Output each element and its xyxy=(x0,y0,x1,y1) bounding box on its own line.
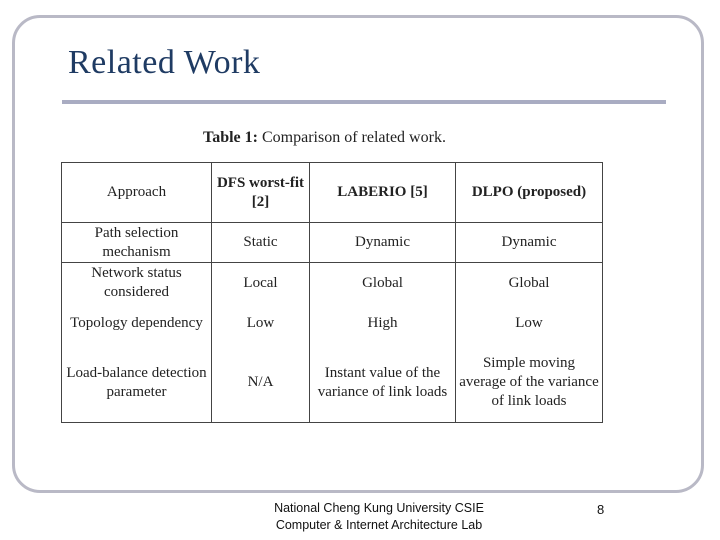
header-cell: LABERIO [5] xyxy=(310,163,456,223)
table-caption xyxy=(203,129,446,147)
title-underline xyxy=(62,100,666,104)
table-row xyxy=(62,304,603,344)
header-cell: DFS worst-fit [2] xyxy=(212,163,310,223)
footer-line-1: National Cheng Kung University CSIE xyxy=(274,501,484,515)
slide-title: Related Work xyxy=(68,44,261,81)
table-cell: Low xyxy=(456,304,603,344)
table-cell: Low xyxy=(212,304,310,344)
comparison-table xyxy=(61,162,603,423)
table-row xyxy=(62,344,603,423)
table-caption-label: Table 1: xyxy=(203,129,258,146)
table-cell: Dynamic xyxy=(456,223,603,263)
table-header-row xyxy=(62,163,603,223)
table-row xyxy=(62,223,603,263)
table-cell: Topology dependency xyxy=(62,304,212,344)
table-cell: Path selection mechanism xyxy=(62,223,212,263)
page-number: 8 xyxy=(597,502,605,517)
table-cell: Local xyxy=(212,263,310,304)
table-cell: High xyxy=(310,304,456,344)
table-cell: Global xyxy=(456,263,603,304)
table-cell: Static xyxy=(212,223,310,263)
table-row xyxy=(62,263,603,304)
table-cell: Load-balance detection parameter xyxy=(62,344,212,423)
table-cell: Dynamic xyxy=(310,223,456,263)
table-cell: N/A xyxy=(212,344,310,423)
table-caption-text: Comparison of related work. xyxy=(257,129,446,146)
table-cell: Network status considered xyxy=(62,263,212,304)
header-cell: DLPO (proposed) xyxy=(456,163,603,223)
table-cell: Simple moving average of the variance of link loads xyxy=(456,344,603,423)
header-cell: Approach xyxy=(62,163,212,223)
table-cell: Instant value of the variance of link loads xyxy=(310,344,456,423)
footer-line-2: Computer & Internet Architecture Lab xyxy=(275,518,483,532)
footer xyxy=(250,500,508,534)
table-cell: Global xyxy=(310,263,456,304)
